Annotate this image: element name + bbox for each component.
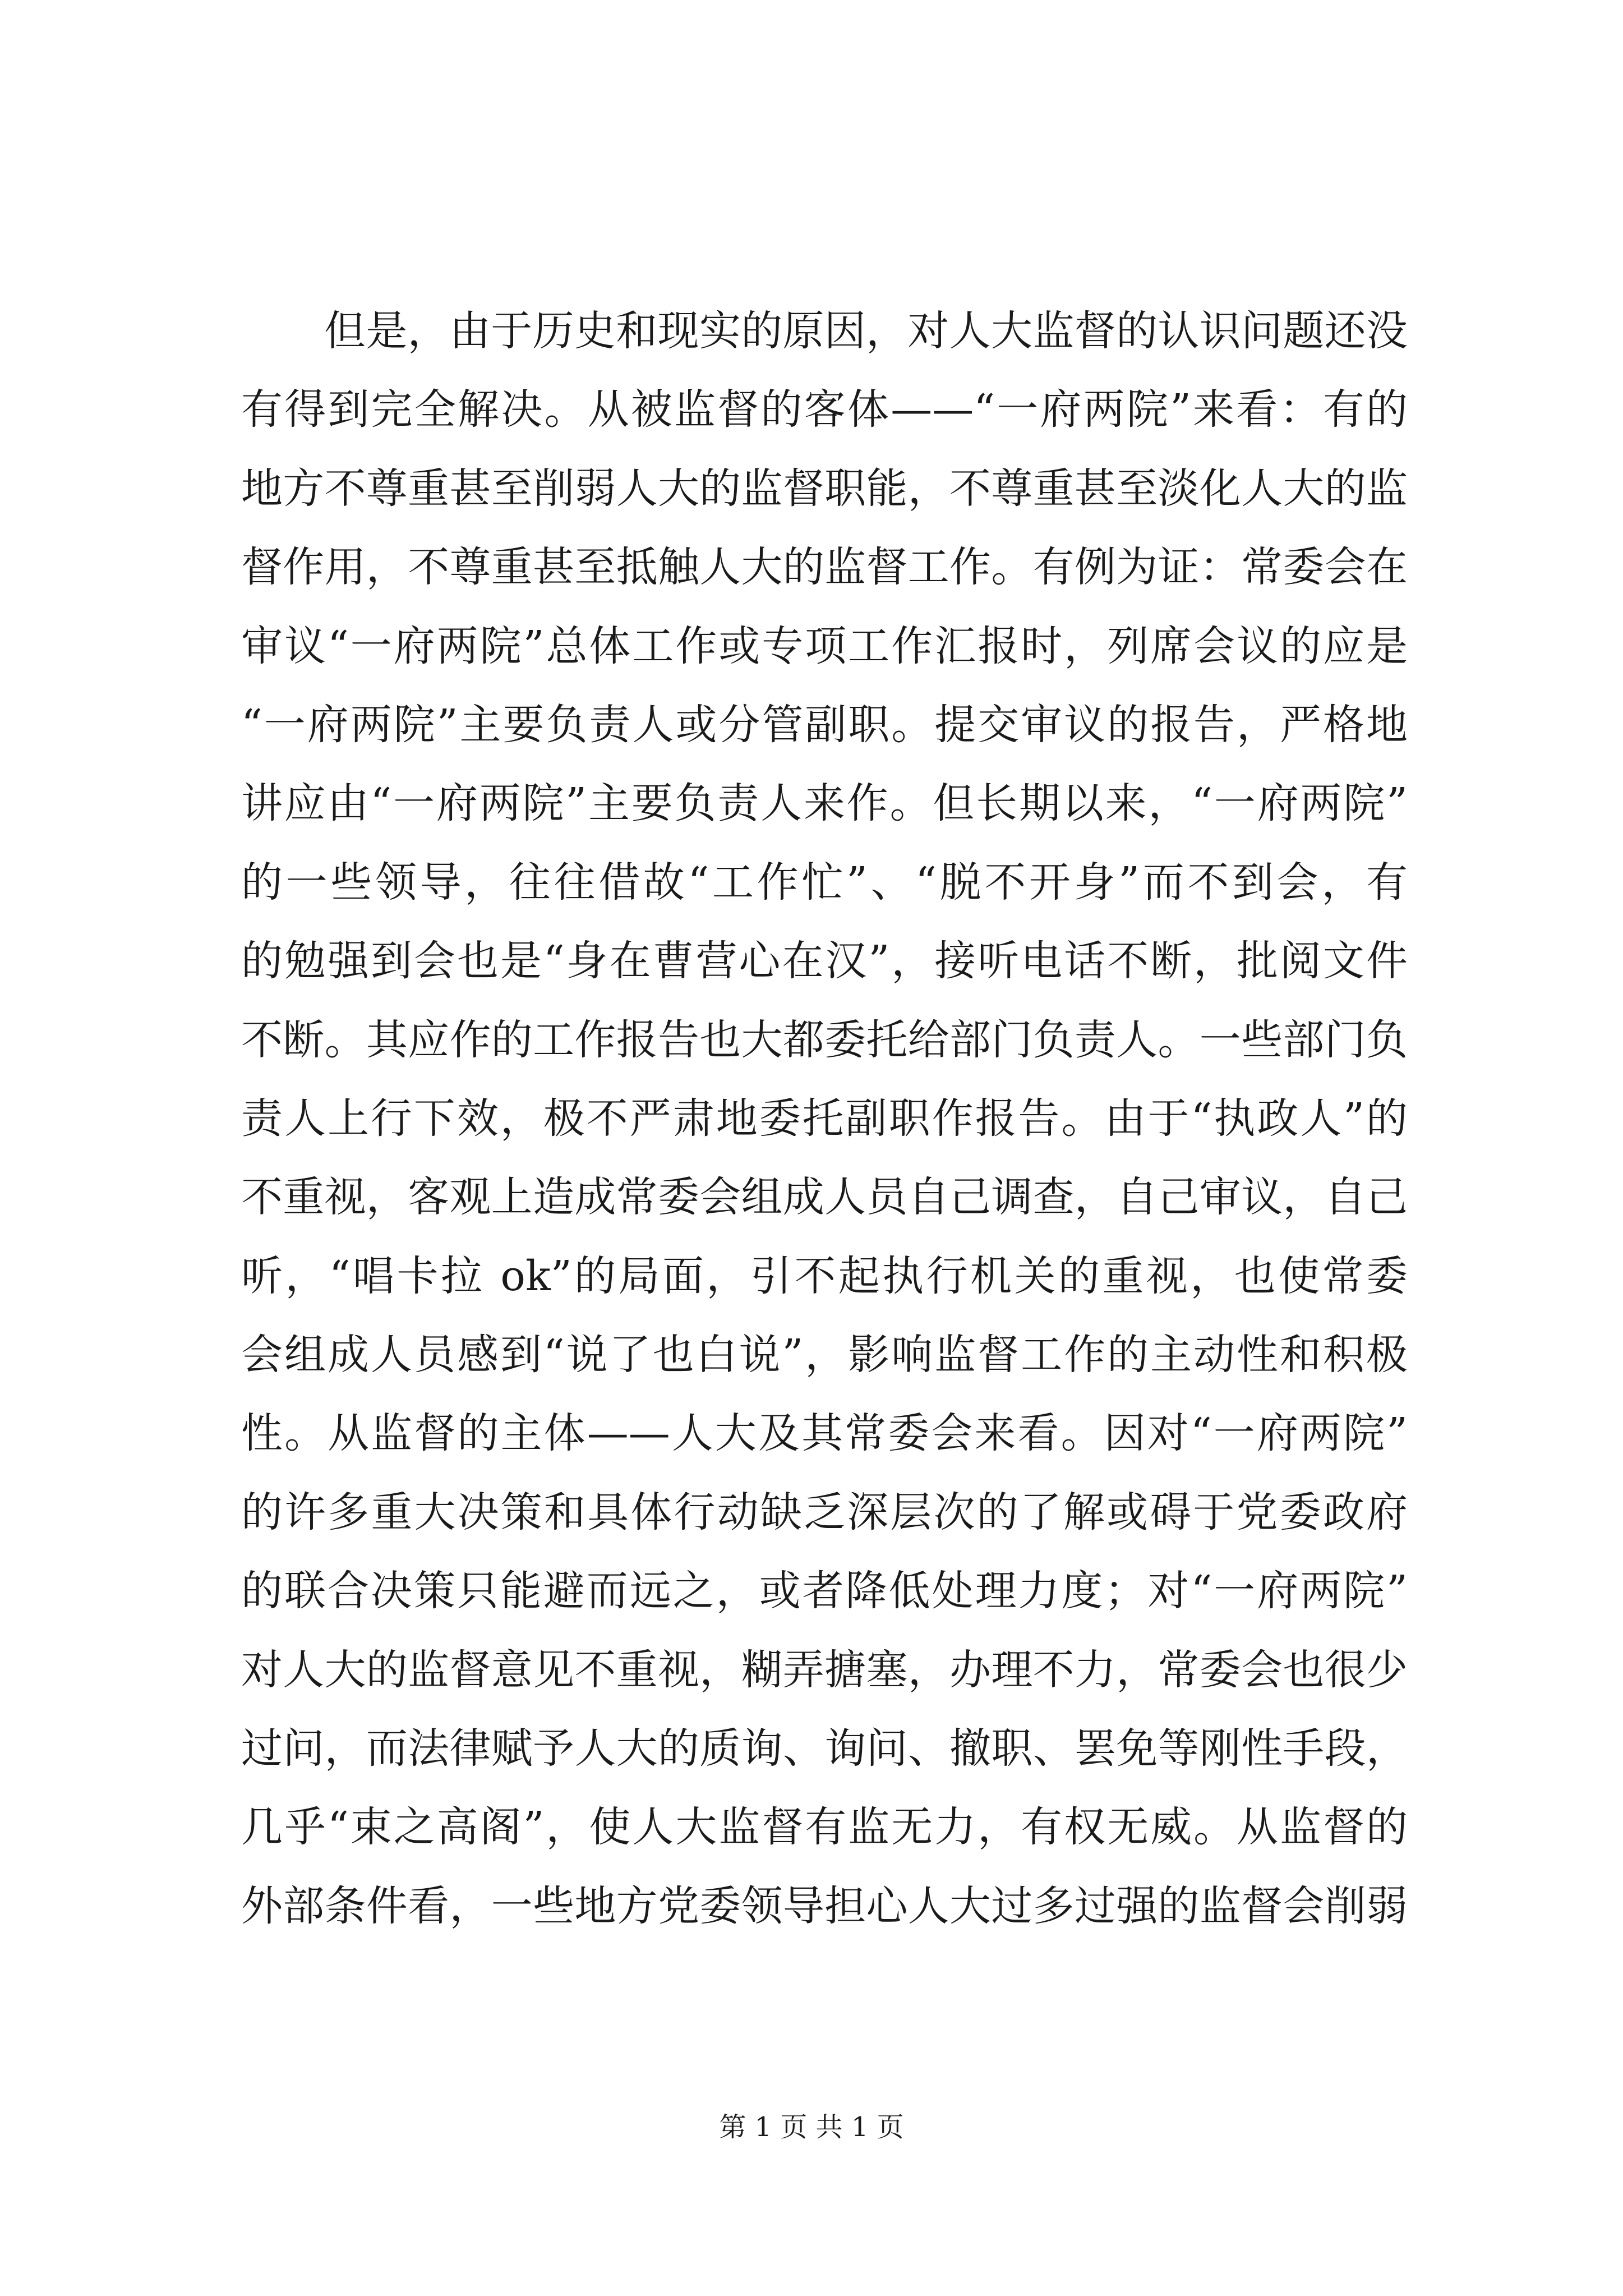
paragraph-line: 的联合决策只能避而远之，或者降低处理力度；对“一府两院” <box>241 1567 1408 1616</box>
paragraph-line: 的许多重大决策和具体行动缺乏深层次的了解或碍于党委政府 <box>241 1488 1408 1536</box>
paragraph-line: 审议“一府两院”总体工作或专项工作汇报时，列席会议的应是 <box>241 622 1408 670</box>
paragraph-line: 对人大的监督意见不重视，糊弄搪塞，办理不力，常委会也很少 <box>241 1645 1408 1694</box>
paragraph-line: 的一些领导，往往借故“工作忙”、“脱不开身”而不到会，有 <box>241 858 1408 907</box>
paragraph-line: 几乎“束之高阁”，使人大监督有监无力，有权无威。从监督的 <box>241 1803 1408 1852</box>
paragraph-line: 地方不尊重甚至削弱人大的监督职能，不尊重甚至淡化人大的监 <box>241 464 1408 513</box>
body-paragraph <box>241 292 1408 1945</box>
paragraph-line: 过问，而法律赋予人大的质询、询问、撤职、罢免等刚性手段， <box>241 1724 1408 1773</box>
paragraph-line: 会组成人员感到“说了也白说”，影响监督工作的主动性和积极 <box>241 1331 1408 1379</box>
paragraph-line: 外部条件看，一些地方党委领导担心人大过多过强的监督会削弱 <box>241 1881 1408 1930</box>
paragraph-line: 讲应由“一府两院”主要负责人来作。但长期以来，“一府两院” <box>241 779 1408 828</box>
paragraph-line: “一府两院”主要负责人或分管副职。提交审议的报告，严格地 <box>241 700 1408 749</box>
paragraph-line: 督作用，不尊重甚至抵触人大的监督工作。有例为证：常委会在 <box>241 543 1408 592</box>
paragraph-line: 的勉强到会也是“身在曹营心在汉”，接听电话不断，批阅文件 <box>241 937 1408 986</box>
paragraph-line: 不重视，客观上造成常委会组成人员自己调查，自己审议，自己 <box>241 1173 1408 1222</box>
paragraph-line: 不断。其应作的工作报告也大都委托给部门负责人。一些部门负 <box>241 1015 1408 1064</box>
paragraph-line: 有得到完全解决。从被监督的客体——“一府两院”来看：有的 <box>241 385 1408 434</box>
page-footer: 第 1 页 共 1 页 <box>719 2111 904 2143</box>
paragraph-line: 但是，由于历史和现实的原因，对人大监督的认识问题还没 <box>324 307 1408 355</box>
paragraph-line: 责人上行下效，极不严肃地委托副职作报告。由于“执政人”的 <box>241 1094 1408 1143</box>
paragraph-line: 听，“唱卡拉 ok”的局面，引不起执行机关的重视，也使常委 <box>241 1251 1408 1300</box>
paragraph-line: 性。从监督的主体——人大及其常委会来看。因对“一府两院” <box>241 1409 1408 1458</box>
